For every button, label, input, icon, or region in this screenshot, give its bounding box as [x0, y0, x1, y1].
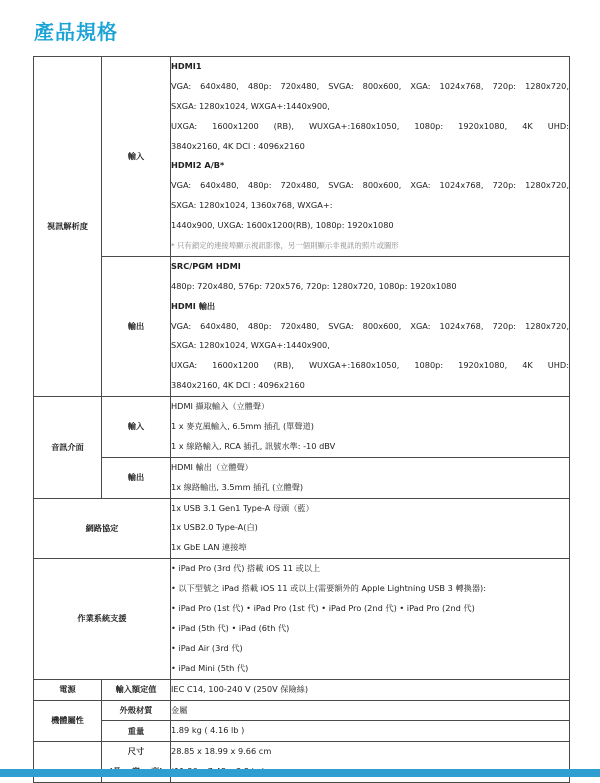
mechanical-label: 機體屬性 [34, 700, 102, 742]
spec-line: HDMI 輸出（立體聲） [171, 461, 253, 472]
table-row [34, 700, 570, 721]
spec-line: VGA: 640x480, 480p: 720x480, SVGA: 800x600, XGA: 1024x768, 720p: 1280x720, [171, 320, 569, 331]
audio-output-label: 輸出 [102, 457, 171, 498]
table-row [34, 721, 570, 742]
video-resolution-label: 視訊解析度 [34, 57, 102, 397]
power-label: 電源 [34, 679, 102, 700]
material-label: 外殼材質 [102, 700, 171, 721]
spec-line: 28.85 x 18.99 x 9.66 cm [171, 746, 272, 757]
spec-line: • iPad Pro (3rd 代) 搭載 iOS 11 或以上 [171, 563, 321, 574]
power-rating-value [171, 679, 570, 700]
spec-line: • iPad Pro (1st 代) • iPad Pro (1st 代) • iPad Pro (2nd 代) • iPad Pro (2nd 代) [171, 603, 475, 614]
footer-bar [0, 769, 600, 777]
spec-line: SXGA: 1280x1024, WXGA+:1440x900, [171, 340, 330, 351]
spec-line: UXGA: 1600x1200 (RB), WUXGA+:1680x1050, 1080p: 1920x1080, 4K UHD: [171, 360, 569, 371]
spec-line: SRC/PGM HDMI [171, 260, 241, 271]
spec-line: VGA: 640x480, 480p: 720x480, SVGA: 800x600, XGA: 1024x768, 720p: 1280x720, [171, 180, 569, 191]
table-row [34, 256, 570, 396]
spec-line: 金屬 [171, 704, 188, 715]
spec-line: 1x 線路輸出, 3.5mm 插孔 (立體聲) [171, 481, 304, 492]
power-rating-label: 輸入額定值 [102, 679, 171, 700]
weight-value [171, 721, 570, 742]
table-row [34, 498, 570, 559]
spec-line: • iPad Mini (5th 代) [171, 662, 249, 673]
spec-line: 3840x2160, 4K DCI : 4096x2160 [171, 140, 305, 151]
spec-line: 1x USB2.0 Type-A(白) [171, 522, 258, 533]
table-row [34, 679, 570, 700]
spec-line: 1x GbE LAN 連接埠 [171, 542, 247, 553]
spec-line: • 以下型號之 iPad 搭載 iOS 11 或以上(需要額外的 Apple Lightning USB 3 轉換器): [171, 583, 486, 594]
spec-line: 1x USB 3.1 Gen1 Type-A 母頭（藍） [171, 502, 314, 513]
video-input-label: 輸入 [102, 57, 171, 257]
spec-line: 480p: 720x480, 576p: 720x576, 720p: 1280x720, 1080p: 1920x1080 [171, 280, 457, 291]
video-input-value [171, 57, 570, 257]
spec-line: SXGA: 1280x1024, WXGA+:1440x900, [171, 100, 330, 111]
spec-line: HDMI2 A/B* [171, 160, 225, 171]
video-output-label: 輸出 [102, 256, 171, 396]
spec-line: • iPad Air (3rd 代) [171, 642, 243, 653]
spec-line: HDMI 擷取輸入（立體聲） [171, 401, 270, 412]
spec-line: VGA: 640x480, 480p: 720x480, SVGA: 800x600, XGA: 1024x768, 720p: 1280x720, [171, 80, 569, 91]
spec-line: 1 x 麥克風輸入, 6.5mm 插孔 (單聲道) [171, 421, 314, 432]
spec-line: • iPad (5th 代) • iPad (6th 代) [171, 622, 290, 633]
dimensions-label-line: 尺寸 [127, 746, 145, 757]
audio-input-value [171, 397, 570, 458]
video-output-value [171, 256, 570, 396]
table-row [34, 397, 570, 458]
audio-input-label: 輸入 [102, 397, 171, 458]
spec-note: * 只有鎖定的連接埠顯示視訊影像，另一個則顯示非視訊的照片或圖形 [171, 241, 399, 251]
table-row [34, 57, 570, 257]
os-support-value [171, 559, 570, 679]
spec-line: 3840x2160, 4K DCI : 4096x2160 [171, 380, 305, 391]
spec-line: IEC C14, 100-240 V (250V 保險絲) [171, 683, 309, 694]
weight-label: 重量 [102, 721, 171, 742]
audio-interface-label: 音訊介面 [34, 397, 102, 498]
table-row [34, 457, 570, 498]
page-title: 產品規格 [34, 20, 118, 44]
spec-line: 1 x 線路輸入, RCA 插孔, 訊號水準: -10 dBV [171, 440, 336, 451]
spec-line: 1.89 kg ( 4.16 lb ) [171, 725, 245, 736]
material-value [171, 700, 570, 721]
spec-table [33, 56, 570, 783]
audio-output-value [171, 457, 570, 498]
table-row [34, 559, 570, 679]
network-protocol-label: 網路協定 [34, 498, 171, 559]
spec-line: HDMI1 [171, 61, 202, 71]
spec-line: UXGA: 1600x1200 (RB), WUXGA+:1680x1050, 1080p: 1920x1080, 4K UHD: [171, 120, 569, 131]
network-protocol-value [171, 498, 570, 559]
spec-line: 1440x900, UXGA: 1600x1200(RB), 1080p: 1920x1080 [171, 220, 394, 231]
spec-line: SXGA: 1280x1024, 1360x768, WXGA+: [171, 200, 333, 211]
spec-line: HDMI 輸出 [171, 300, 216, 311]
os-support-label: 作業系統支援 [34, 559, 171, 679]
